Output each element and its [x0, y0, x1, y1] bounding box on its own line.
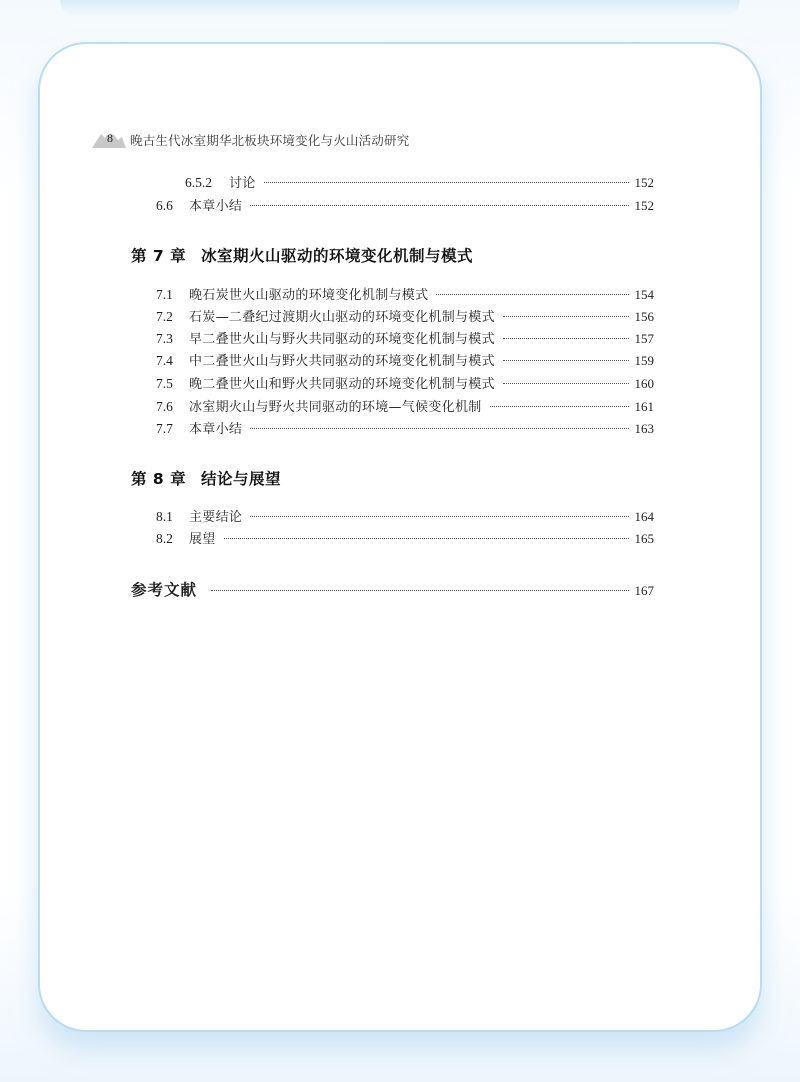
chapter-title: 结论与展望 — [201, 470, 282, 488]
toc-entry-number: 8.2 — [156, 531, 173, 546]
toc-entry-number: 7.3 — [156, 331, 173, 346]
toc-entry-title: 本章小结 — [189, 422, 243, 437]
chapter-label: 第 8 章 — [131, 470, 187, 488]
toc-entry-7-1[interactable] — [156, 284, 654, 304]
leader-dots — [224, 538, 629, 539]
chapter-label: 第 7 章 — [131, 247, 187, 265]
toc-entry-page: 161 — [634, 399, 654, 414]
leader-dots — [503, 316, 629, 317]
toc-entry-number: 7.1 — [156, 287, 173, 302]
top-glow-decoration — [60, 0, 740, 16]
leader-dots — [250, 428, 628, 429]
leader-dots — [250, 205, 628, 206]
toc-entry-7-7[interactable] — [156, 418, 654, 438]
toc-entry-8-2[interactable] — [156, 528, 654, 548]
chapter-heading-7[interactable] — [131, 244, 473, 266]
leader-dots — [264, 182, 629, 183]
toc-entry-page: 152 — [634, 198, 654, 213]
toc-entry-number: 7.7 — [156, 421, 173, 436]
toc-entry-title: 晚石炭世火山驱动的环境变化机制与模式 — [189, 288, 429, 303]
leader-dots — [250, 516, 628, 517]
toc-entry-8-1[interactable] — [156, 506, 654, 526]
toc-entry-title: 早二叠世火山与野火共同驱动的环境变化机制与模式 — [189, 332, 495, 347]
toc-entry-6-5-2[interactable] — [185, 172, 654, 192]
chapter-heading-8[interactable] — [131, 467, 281, 489]
toc-entry-title: 本章小结 — [189, 199, 243, 214]
toc-entry-page: 152 — [634, 175, 654, 190]
page-number: 8 — [107, 131, 113, 145]
running-head — [92, 128, 702, 150]
leader-dots — [211, 590, 628, 591]
toc-entry-page: 160 — [634, 376, 654, 391]
toc-entry-number: 6.5.2 — [185, 175, 212, 190]
toc-entry-7-2[interactable] — [156, 306, 654, 326]
toc-entry-page: 156 — [634, 309, 654, 324]
leader-dots — [503, 338, 629, 339]
toc-entry-page: 163 — [634, 421, 654, 436]
toc-entry-title: 冰室期火山与野火共同驱动的环境—气候变化机制 — [189, 400, 482, 415]
toc-entry-page: 157 — [634, 331, 654, 346]
toc-entry-page: 154 — [634, 287, 654, 302]
toc-entry-number: 6.6 — [156, 198, 173, 213]
toc-entry-page: 165 — [634, 531, 654, 546]
toc-entry-title: 展望 — [189, 532, 216, 547]
toc-entry-number: 7.4 — [156, 353, 173, 368]
toc-entry-references[interactable] — [131, 578, 654, 600]
toc-entry-title: 主要结论 — [189, 510, 243, 525]
toc-entry-title: 石炭—二叠纪过渡期火山驱动的环境变化机制与模式 — [189, 310, 495, 325]
toc-entry-number: 7.5 — [156, 376, 173, 391]
toc-entry-7-5[interactable] — [156, 373, 654, 393]
toc-entry-title: 晚二叠世火山和野火共同驱动的环境变化机制与模式 — [189, 377, 495, 392]
leader-dots — [436, 294, 628, 295]
toc-entry-page: 159 — [634, 353, 654, 368]
references-title: 参考文献 — [131, 581, 198, 599]
toc-entry-7-6[interactable] — [156, 396, 654, 416]
toc-entry-title: 中二叠世火山与野火共同驱动的环境变化机制与模式 — [189, 354, 495, 369]
toc-entry-6-6[interactable] — [156, 195, 654, 215]
references-page: 167 — [634, 583, 654, 598]
leader-dots — [503, 383, 629, 384]
toc-entry-number: 8.1 — [156, 509, 173, 524]
running-title: 晚古生代冰室期华北板块环境变化与火山活动研究 — [130, 133, 410, 148]
toc-entry-page: 164 — [634, 509, 654, 524]
toc-entry-number: 7.2 — [156, 309, 173, 324]
toc-entry-7-3[interactable] — [156, 328, 654, 348]
leader-dots — [490, 406, 629, 407]
leader-dots — [503, 360, 629, 361]
chapter-title: 冰室期火山驱动的环境变化机制与模式 — [201, 247, 474, 265]
toc-entry-7-4[interactable] — [156, 350, 654, 370]
toc-entry-number: 7.6 — [156, 399, 173, 414]
toc-entry-title: 讨论 — [229, 176, 256, 191]
